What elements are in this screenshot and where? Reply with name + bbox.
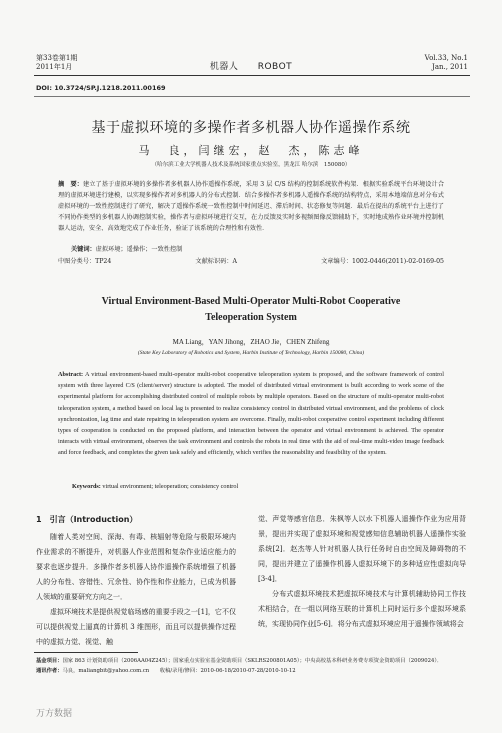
date-cn: 2011年1月	[36, 63, 73, 71]
header-right	[425, 54, 468, 72]
cn-keywords-text: 虚拟环境；遥操作；一致性控制	[95, 246, 183, 253]
cn-affiliation: （哈尔滨工业大学机器人技术及系统国家重点实验室，黑龙江 哈尔滨 150080）	[151, 162, 351, 168]
footnote-rule	[34, 652, 138, 653]
doi: DOI: 10.3724/SP.J.1218.2011.00169	[36, 84, 166, 92]
body-left-column	[36, 512, 236, 650]
doc-code: 文献标识码：A	[195, 258, 237, 265]
journal-en: ROBOT	[257, 62, 293, 72]
section-heading: 1 引言（Introduction）	[36, 515, 138, 524]
cn-abstract-label: 摘 要：	[58, 181, 84, 188]
en-abstract-label: Abstract:	[58, 371, 84, 378]
en-title-line2: Teleoperation System	[205, 312, 297, 323]
clc-number: 中图分类号：TP24	[58, 258, 112, 265]
body-paragraph: 虚拟环境技术是提供视觉临场感的重要手段之一[1]，它不仅可以提供视觉上逼真的计算机 3 维图形，而且可以提供操作过程中的虚拟力觉、视觉、触	[36, 608, 236, 646]
cn-meta-row	[58, 256, 444, 265]
watermark: 万方数据	[36, 709, 73, 719]
en-abstract-text: A virtual environment-based multi-operator multi-robot cooperative teleoperation system is proposed, and the software framework of control system with three layered C/S (client/server) structure is adopted. The model of distributed virtual environment is built according to work scene of the experimental platform for accomplishing distributed control of multiple robots by multiple operators. Based on the structure of multi-operator multi-robot teleoperation system, a method based on local lag is presented to realize consistency control in distributed virtual environment, and the problems of clock synchronization, lag time and state repairing in teleoperation system are overcome. Finally, multi-robot cooperative control experiment including different types of cooperation is conducted on the proposed platform, and interaction between the operator and virtual environment is achieved. The operator interacts with virtual environment, observes the task environment and controls the robots in real time with the aid of real-time multi-video image feedback and force feedback, and completes the given task safely and efficiently, which verifies the reasonability and feasibility of the system.	[58, 371, 444, 457]
en-title-line1: Virtual Environment-Based Multi-Operator Multi-Robot Cooperative	[101, 296, 401, 307]
volume-cn: 第33卷第1期	[36, 54, 78, 62]
contact-text: 马良，maliangbit@yahoo.com.cn 收稿/录用/修回：2010-06-18/2010-07-28/2010-10-12	[62, 667, 296, 674]
en-keywords-label: Keywords:	[72, 483, 101, 490]
en-keywords	[72, 483, 238, 490]
contact-label: 通讯作者：	[36, 667, 63, 674]
body-paragraph: 分布式虚拟环境技术把虚拟环境技术与计算机辅助协同工作技术相结合，在一组以网络互联的计算机上同时运行多个虚拟环境系统，实现协同作业[5-6]．将分布式虚拟环境应用于遥操作领域将会	[258, 590, 466, 628]
cn-abstract-text: 建立了基于虚拟环境的多操作者多机器人协作遥操作系统，采用 3 层 C/S 结构的控制系统软件构架．根据实验系统平台环境设计合理的虚拟环境进行建模，以实现多操作者对多机器人的分布式控制．结合多操作者多机器人遥操作系统的结构特点，采用本地端信息对分布式虚拟环境的一致性控制进行了研究，解决了遥操作系统一致性控制中时间延迟、滞后时间、状态修复等问题．最后在提出的系统平台上进行了不同协作类型的多机器人协调控制实验，操作者与虚拟环境进行交互，在力反馈及实时多视频图像反馈辅助下，实时地成熟作业环境并控制机器人运动，安全、高效地完成了作业任务，验证了该系统的合理性和有效性．	[58, 181, 445, 232]
cn-keywords-label: 关键词：	[71, 246, 96, 253]
footnote-contact	[36, 667, 472, 677]
en-authors: MA Liang，YAN Jihong，ZHAO Jie，CHEN Zhifeng	[172, 338, 330, 346]
journal-cn: 机器人	[209, 62, 239, 72]
header-rule	[34, 75, 470, 76]
cn-title: 基于虚拟环境的多操作者多机器人协作遥操作系统	[91, 120, 411, 136]
fund-text: 国家 863 计划资助项目（2006AA04Z245）；国家重点实验室基金资助项目（SKLRS200801A05）；中央高校基本科研业务费专项资金资助项目（2009024）．	[62, 658, 443, 664]
body-right-column	[258, 512, 466, 632]
cn-abstract	[58, 179, 444, 234]
body-paragraph: 随着人类对空间、深海、有毒、核辐射等危险与极限环境内作业需求的不断提升，对机器人作业范围和复杂作业适应能力的要求也逐步提升．多操作者多机器人协作遥操作系统增强了机器人的分布性、容错性、冗余性、协作性和作业能力，已成为机器人领域的重要研究方向之一．	[36, 533, 236, 601]
en-abstract	[58, 369, 444, 459]
doi-rule	[34, 96, 470, 97]
footnote-fund	[36, 657, 472, 667]
footnote	[36, 657, 472, 676]
cn-authors: 马 良，闫继宏，赵 杰，陈志峰	[138, 144, 364, 157]
en-affiliation: (State Key Laboratory of Robotics and System, Harbin Institute of Technology, Harbin 150080, China)	[137, 350, 365, 356]
date-en: Jan., 2011	[432, 63, 468, 71]
body-paragraph: 觉、声觉等感官信息．朱枫等人以水下机器人遥操作作业为应用背景，提出并实现了虚拟环境和视觉感知信息辅助机器人遥操作实验系统[2]．赵杰等人针对机器人执行任务时自由空间及障碍物的不同，提出并建立了遥操作机器人虚拟环境下的多种适应性虚拟向导[3-4]．	[258, 515, 466, 583]
en-title	[0, 294, 502, 326]
en-keywords-text: virtual environment; teleoperation; consistency control	[102, 483, 239, 490]
fund-label: 基金项目：	[36, 658, 63, 664]
volume-en: Vol.33, No.1	[424, 54, 468, 62]
cn-keywords	[71, 244, 182, 253]
article-number: 文章编号：1002-0446(2011)-02-0169-05	[321, 258, 444, 265]
